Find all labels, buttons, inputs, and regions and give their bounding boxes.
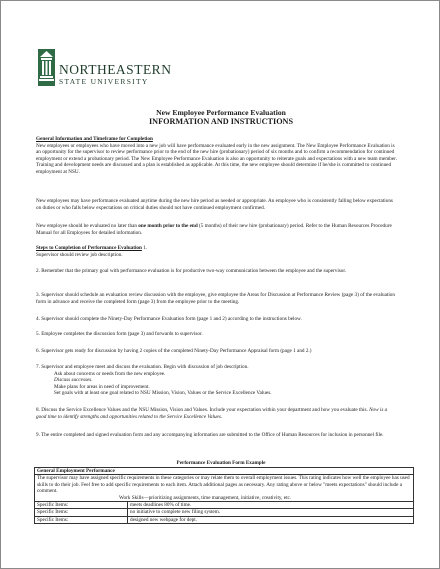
step-3-text: 3. Supervisor should schedule an evaluation review discussion with the employee, give employee the Areas for Discussion at Performance Review (page 3) of the evaluation form in advance and receive the completed form (page 3) from the employee prior to the meeting. xyxy=(36,292,395,305)
para3-after: (5 months) of their new hire (probationary) period. Refer to the Human Resources Procedure Manual for all Employees for detailed information. xyxy=(36,223,392,236)
steps-heading-line xyxy=(36,245,398,252)
step-7-item: Make plans for areas in need of improvement. xyxy=(54,383,150,390)
step-2-text: 2. Remember that the primary goal with performance evaluation is for productive two-way communication between the employee and the supervisor. xyxy=(36,268,347,274)
university-name: NORTHEASTERN xyxy=(59,62,172,77)
row-label: Specific Items: xyxy=(35,509,128,516)
paragraph-2 xyxy=(36,198,398,211)
paragraph-3 xyxy=(36,223,398,236)
general-heading: General Information and Timeframe for Completion xyxy=(36,136,153,142)
form-header-row xyxy=(35,468,414,475)
para3-before: New employee should be evaluated no later than xyxy=(36,223,139,229)
general-info-section xyxy=(36,136,398,176)
step-8-italic: Now is a good time to identify strengths and opportunities related to the Service Excellence Values. xyxy=(36,407,388,420)
step-8 xyxy=(36,407,398,420)
row-value: designed new webpage for dept. xyxy=(128,516,414,523)
step-9-text: 9. The entire completed and signed evaluation form and any accompanying information are submitted to the Office of Human Resources for inclusion in personnel file. xyxy=(36,432,384,438)
table-row xyxy=(35,509,414,516)
document-title: New Employee Performance Evaluation xyxy=(156,108,286,117)
row-label: Specific Items: xyxy=(35,502,128,509)
step-7-text: 7. Supervisor and employee meet and discuss the evaluation. Begin with discussion of job description. xyxy=(36,364,249,370)
form-example-table xyxy=(34,467,414,524)
step-4-text: 4. Supervisor should complete the Ninety-Day Performance Evaluation form (page 1 and 2) according to the instructions below. xyxy=(36,316,302,322)
row-label: Specific Items: xyxy=(35,516,128,523)
form-work-skills: Work Skills—prioritizing assignments, time management, initiative, creativity, etc. xyxy=(119,494,292,501)
paragraph-3-text xyxy=(36,223,398,236)
step-9 xyxy=(36,432,398,439)
step-1-number: 1. xyxy=(143,245,148,251)
document-subtitle: INFORMATION AND INSTRUCTIONS xyxy=(148,117,294,126)
university-wordmark xyxy=(59,63,171,87)
para3-bold: one month prior to the end xyxy=(138,223,198,229)
step-5-text: 5. Employee completes the discussion form (page 3) and forwards to supervisor. xyxy=(36,331,203,337)
step-2 xyxy=(36,268,398,275)
form-description-row xyxy=(35,475,414,502)
form-header: General Employment Performance xyxy=(35,468,414,475)
step-7 xyxy=(36,364,398,397)
step-4 xyxy=(36,316,398,323)
step-7-item: Ask about concerns or needs from the new employee. xyxy=(54,370,166,377)
step-5 xyxy=(36,331,398,338)
form-description: The supervisor may have assigned specific requirements in these categories or may relate them to overall employment issues. This rating indicates how well the employee has used skills to do their job. Feel free to add specific requirements to each item. Attach additional pages as necessary. Any rating above or below "meets expectations" should include a comment. xyxy=(37,475,410,495)
row-value: no initiative to complete new filing system. xyxy=(128,509,414,516)
steps-section xyxy=(36,245,398,258)
paragraph-2-text: New employees may have performance evaluated anytime during the new hire period as needed or appropriate. An employee who is consistently falling below expectations on duties or who falls below expectations on critical duties should not have continued employment confirmed. xyxy=(36,198,393,211)
form-example-title: Performance Evaluation Form Example xyxy=(176,460,266,466)
table-row xyxy=(35,502,414,509)
step-7-item: Set goals with at least one goal related to NSU Mission, Vision, Values or the Service Excellence Values. xyxy=(54,390,272,397)
row-value: meets deadlines 80% of time. xyxy=(128,502,414,509)
step-6-text: 6. Supervisor gets ready for discussion by having 2 copies of the completed Ninety-Day Performance Appraisal form (page 1 and 2.) xyxy=(36,348,312,354)
form-description-cell xyxy=(35,475,414,502)
step-1-text: Supervisor should review job description. xyxy=(36,251,123,258)
general-text: New employees or employees who have moved into a new job will have performance evaluated early in the new assignment. The New Employee Performance Evaluation is an opportunity for the supervisor to review performance prior to the end of the new hire (probationary) period of six months and to confirm a recommendation for continued employment or extend a probationary period. The New Employee Performance Evaluation is also an opportunity to reiterate goals and expectations with a new team member. Training and development needs are discussed and a plan is established as applicable. At this time, the new employee should determine if he/she is committed to continued employment at NSU. xyxy=(36,142,397,175)
step-6 xyxy=(36,348,398,355)
steps-heading: Steps to Completion of Performance Evaluation xyxy=(36,245,142,251)
step-3 xyxy=(36,292,398,305)
university-seal-icon xyxy=(38,49,55,86)
step-8-plain: 8. Discuss the Service Excellence Values and the NSU Mission, Vision and Values. Include your expectation within your department and how you evaluate this. xyxy=(36,407,370,413)
university-subtitle: STATE UNIVERSITY xyxy=(59,77,149,86)
step-7-item: Discuss successes. xyxy=(54,377,93,384)
table-row xyxy=(35,516,414,523)
step-8-text xyxy=(36,407,398,420)
